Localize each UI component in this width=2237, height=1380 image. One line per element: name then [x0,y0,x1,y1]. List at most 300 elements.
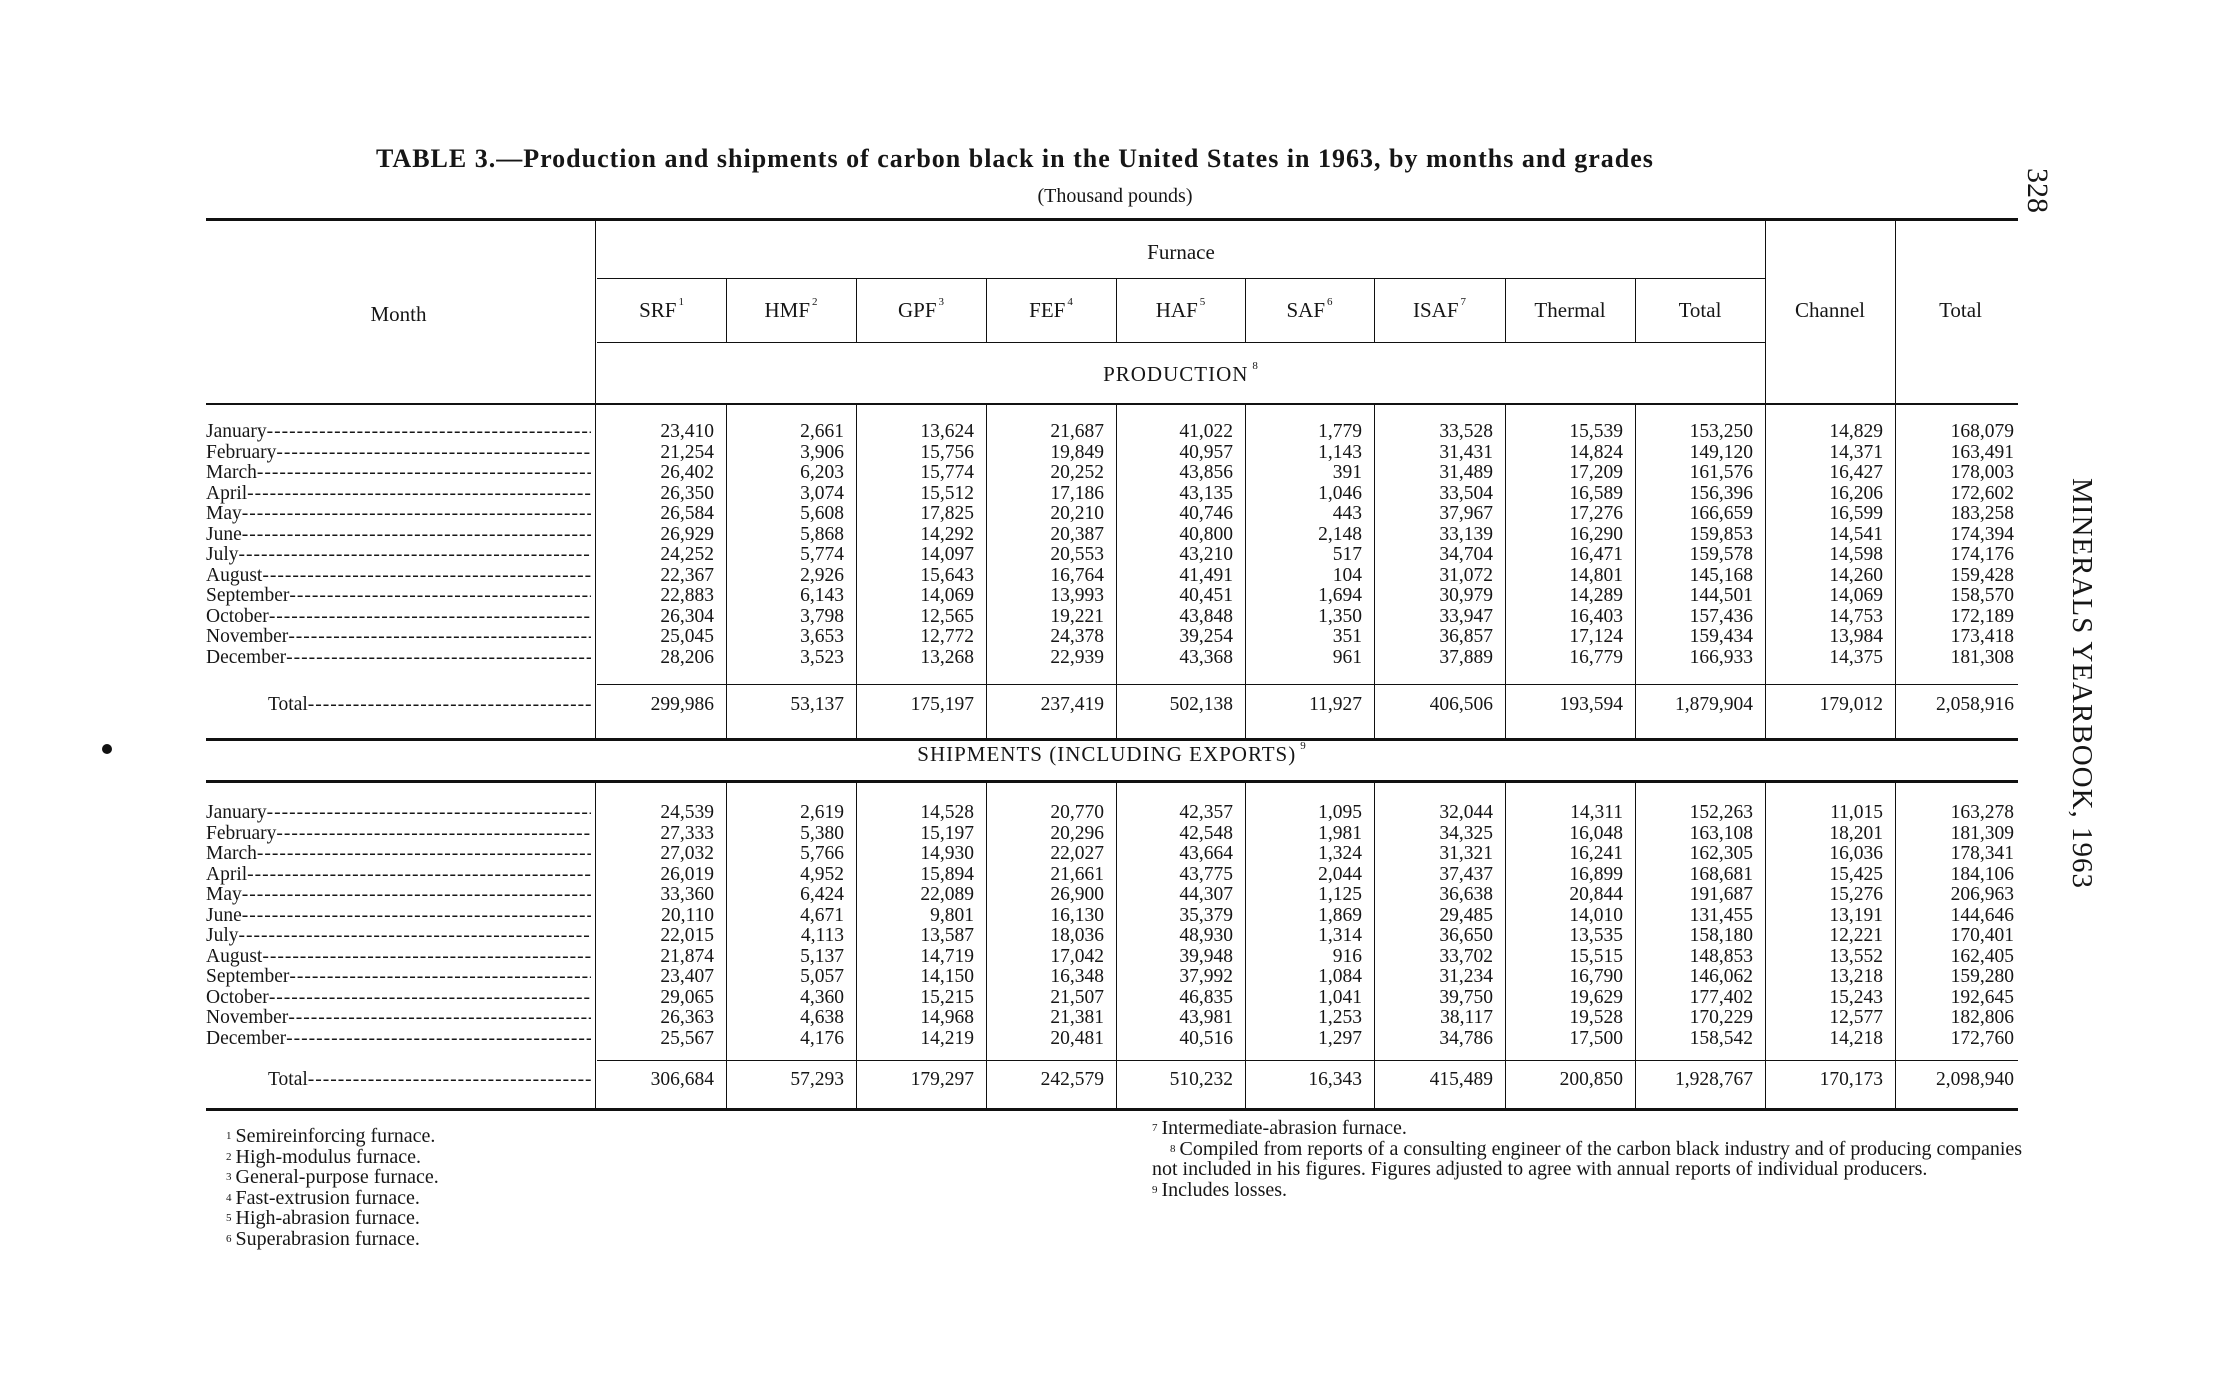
month-label: April [206,483,248,504]
month-cell [206,648,591,669]
column-header-label: FEF [1029,298,1066,322]
value-cell: 156,396 [1689,482,1753,504]
value-cell: 27,032 [660,843,714,864]
month-cell [206,988,591,1009]
value-cell: 1,046 [1318,482,1362,504]
total-label-cell [268,1068,591,1092]
footnote-number: 1 [226,1130,232,1142]
table-row [206,865,2026,886]
total-value-cell: 179,297 [910,1069,974,1090]
table-row [206,607,2026,628]
value-cell: 163,108 [1689,822,1753,844]
value-cell: 17,825 [920,503,974,524]
total-value-cell: 1,928,767 [1675,1069,1753,1090]
footnote-text: Includes losses. [1161,1178,1288,1201]
month-label: October [206,987,269,1008]
value-cell: 13,218 [1829,966,1883,987]
value-cell: 5,057 [800,966,844,987]
value-cell: 28,206 [660,646,714,668]
table-row [206,885,2026,906]
month-label: October [206,606,269,627]
value-cell: 3,906 [800,441,844,463]
column-rule [1895,221,1896,403]
footnote-number: 6 [226,1232,232,1245]
column-header [1374,298,1505,323]
value-cell: 1,779 [1318,421,1362,442]
value-cell: 192,645 [1950,986,2014,1008]
value-cell: 43,775 [1179,863,1233,885]
column-header-label: Thermal [1534,298,1606,322]
value-cell: 20,210 [1050,503,1104,524]
value-cell: 173,418 [1950,626,2014,647]
value-cell: 1,350 [1318,605,1362,627]
column-header [986,298,1116,323]
month-cell [206,947,591,968]
total-label-cell [268,693,591,717]
table-row [206,463,2026,484]
value-cell: 20,110 [661,904,714,926]
value-cell: 16,036 [1829,843,1883,864]
month-label: April [206,864,248,885]
value-cell: 17,186 [1050,482,1104,504]
value-cell: 40,451 [1179,585,1233,606]
footnote-number: 7 [1152,1122,1158,1134]
value-cell: 172,602 [1950,482,2014,504]
production-title [597,362,1765,387]
footnote-text: Semireinforcing furnace. [235,1125,436,1147]
production-note: 8 [1252,360,1259,372]
value-cell: 1,297 [1318,1027,1362,1049]
value-cell: 14,930 [920,843,974,864]
value-cell: 21,687 [1050,421,1104,442]
value-cell: 443 [1332,503,1362,524]
value-cell: 191,687 [1689,884,1753,905]
table-row [206,566,2026,587]
column-header [1245,298,1374,323]
value-cell: 15,215 [920,986,974,1008]
value-cell: 39,254 [1179,626,1233,647]
value-cell: 159,280 [1950,966,2014,987]
month-cell [206,926,591,947]
column-header [1635,298,1765,323]
footnote [226,1126,746,1147]
value-cell: 44,307 [1179,884,1233,905]
month-cell [206,906,591,927]
value-cell: 26,304 [660,605,714,627]
value-cell: 4,360 [800,986,844,1008]
production-rows [206,422,2026,668]
value-cell: 13,191 [1829,904,1883,926]
value-cell: 40,800 [1179,523,1233,545]
column-header-label: SAF [1286,298,1326,322]
value-cell: 15,756 [920,441,974,463]
value-cell: 145,168 [1689,564,1753,586]
value-cell: 26,019 [660,863,714,885]
month-header: Month [370,302,427,326]
column-header-label: HAF [1155,298,1198,322]
value-cell: 21,507 [1050,986,1104,1008]
value-cell: 14,375 [1829,646,1883,668]
value-cell: 9,801 [930,904,974,926]
value-cell: 16,589 [1569,482,1623,504]
table-row [206,824,2026,845]
value-cell: 40,516 [1179,1027,1233,1049]
table-row [206,947,2026,968]
total-value-cell: 200,850 [1559,1069,1623,1090]
value-cell: 22,015 [660,925,714,946]
value-cell: 170,229 [1689,1007,1753,1028]
value-cell: 14,801 [1569,564,1623,586]
value-cell: 26,350 [660,482,714,504]
column-rule [1116,278,1117,342]
value-cell: 34,325 [1439,822,1493,844]
value-cell: 1,041 [1318,986,1362,1008]
total-value-cell: 179,012 [1819,694,1883,715]
value-cell: 15,243 [1829,986,1883,1008]
total-value-cell: 502,138 [1169,694,1233,715]
value-cell: 159,853 [1689,523,1753,545]
value-cell: 43,368 [1179,646,1233,668]
month-label: January [206,803,267,823]
table-subtitle: (Thousand pounds) [1037,185,1193,207]
section-top-rule [206,738,2018,741]
value-cell: 14,260 [1829,564,1883,586]
value-cell: 33,947 [1439,605,1493,627]
value-cell: 159,428 [1950,564,2014,586]
column-header-label: SRF [639,298,677,322]
value-cell: 20,296 [1050,822,1104,844]
total-value-cell: 415,489 [1429,1069,1493,1090]
value-cell: 16,206 [1829,482,1883,504]
total-value-cell: 299,986 [650,694,714,715]
value-cell: 20,770 [1050,802,1104,823]
column-header-label: ISAF [1412,298,1459,322]
production-header-rule [206,403,2018,405]
footnote-number: 8 [1170,1142,1176,1155]
value-cell: 158,542 [1689,1027,1753,1049]
value-cell: 11,015 [1830,802,1883,823]
month-label: December [206,647,287,668]
table-row [206,545,2026,566]
value-cell: 182,806 [1950,1007,2014,1028]
column-rule [726,278,727,342]
value-cell: 170,401 [1950,925,2014,946]
value-cell: 131,455 [1689,904,1753,926]
value-cell: 33,360 [660,884,714,905]
value-cell: 22,939 [1050,646,1104,668]
value-cell: 42,548 [1179,822,1233,844]
table-top-rule [206,218,2018,221]
value-cell: 16,471 [1569,544,1623,565]
total-label: Total [268,694,308,715]
value-cell: 174,176 [1950,544,2014,565]
month-label: August [206,946,263,967]
value-cell: 31,431 [1439,441,1493,463]
column-rule [1505,278,1506,342]
month-label: November [206,1008,289,1028]
shipments-total-row [206,1068,2026,1092]
column-header-note: 3 [938,296,945,308]
value-cell: 37,437 [1439,863,1493,885]
footnote [1152,1180,2032,1201]
value-cell: 40,957 [1179,441,1233,463]
column-rule [1245,278,1246,342]
table-row [206,844,2026,865]
value-cell: 20,252 [1050,462,1104,483]
value-cell: 4,952 [800,863,844,885]
value-cell: 36,638 [1439,884,1493,905]
value-cell: 41,491 [1179,564,1233,586]
month-cell [206,422,591,443]
value-cell: 17,042 [1050,945,1104,967]
value-cell: 27,333 [660,822,714,844]
value-cell: 158,570 [1950,585,2014,606]
value-cell: 391 [1332,462,1362,483]
value-cell: 34,704 [1439,544,1493,565]
value-cell: 22,089 [920,884,974,905]
value-cell: 1,253 [1318,1007,1362,1028]
value-cell: 35,379 [1179,904,1233,926]
value-cell: 15,774 [920,462,974,483]
value-cell: 17,124 [1569,626,1623,647]
value-cell: 16,779 [1569,646,1623,668]
month-label: July [206,545,239,565]
footnote-number: 5 [226,1212,232,1224]
table-row [206,967,2026,988]
value-cell: 163,491 [1950,441,2014,463]
value-cell: 31,072 [1439,564,1493,586]
value-cell: 33,702 [1439,945,1493,967]
column-header-rule [597,342,1765,343]
value-cell: 29,485 [1439,904,1493,926]
value-cell: 15,276 [1829,884,1883,905]
column-header [1895,298,2026,323]
value-cell: 15,425 [1829,863,1883,885]
month-cell [206,463,591,484]
value-cell: 14,289 [1569,585,1623,606]
footnote [226,1229,746,1250]
column-header-note: 2 [812,296,818,308]
total-value-cell: 170,173 [1819,1069,1883,1090]
value-cell: 14,010 [1569,904,1623,926]
footnote-text: High-abrasion furnace. [235,1207,420,1229]
value-cell: 3,653 [800,626,844,647]
value-cell: 6,424 [800,884,844,905]
value-cell: 162,405 [1950,945,2014,967]
footnote-number: 3 [226,1171,232,1183]
value-cell: 26,584 [660,503,714,524]
table-row [206,648,2026,669]
value-cell: 15,539 [1569,421,1623,442]
value-cell: 31,489 [1439,462,1493,483]
table-row [206,803,2026,824]
value-cell: 33,528 [1439,421,1493,442]
value-cell: 21,661 [1050,863,1104,885]
column-header-note: 7 [1460,296,1467,308]
table-row [206,988,2026,1009]
value-cell: 14,069 [920,585,974,606]
month-label: March [206,463,257,483]
value-cell: 31,234 [1439,966,1493,987]
value-cell: 2,619 [800,802,844,823]
value-cell: 178,003 [1950,462,2014,483]
value-cell: 22,367 [660,564,714,586]
value-cell: 43,135 [1179,482,1233,504]
value-cell: 38,117 [1440,1007,1493,1028]
column-header [1116,298,1245,323]
footnotes-left [226,1126,746,1249]
month-cell [206,443,591,464]
value-cell: 2,661 [800,421,844,442]
shipments-note: 9 [1300,740,1307,752]
total-label: Total [268,1069,308,1090]
value-cell: 19,629 [1569,986,1623,1008]
value-cell: 172,189 [1950,605,2014,627]
value-cell: 15,515 [1569,945,1623,967]
value-cell: 5,608 [800,503,844,524]
value-cell: 163,278 [1950,802,2014,823]
table-bottom-rule [206,1108,2018,1111]
value-cell: 26,900 [1050,884,1104,905]
value-cell: 42,357 [1179,802,1233,823]
value-cell: 14,097 [920,544,974,565]
value-cell: 22,883 [660,585,714,606]
month-cell [206,1029,591,1050]
month-label: February [206,823,277,844]
column-header [1505,298,1635,323]
month-cell [206,885,591,906]
month-cell [206,607,591,628]
production-total-row [206,693,2026,717]
column-rule [1635,278,1636,342]
value-cell: 14,968 [920,1007,974,1028]
value-cell: 33,504 [1439,482,1493,504]
value-cell: 517 [1332,544,1362,565]
table-row [206,627,2026,648]
value-cell: 12,565 [920,605,974,627]
month-cell [206,803,591,824]
running-head: MINERALS YEARBOOK, 1963 [2066,478,2098,890]
month-cell [206,1008,591,1029]
value-cell: 37,992 [1179,966,1233,987]
value-cell: 144,646 [1950,904,2014,926]
value-cell: 184,106 [1950,863,2014,885]
month-label: September [206,967,290,987]
table-row [206,525,2026,546]
value-cell: 48,930 [1179,925,1233,946]
value-cell: 13,624 [920,421,974,442]
month-cell [206,844,591,865]
value-cell: 16,403 [1569,605,1623,627]
value-cell: 37,967 [1439,503,1493,524]
value-cell: 2,926 [800,564,844,586]
value-cell: 30,979 [1439,585,1493,606]
value-cell: 12,772 [920,626,974,647]
value-cell: 16,048 [1569,822,1623,844]
value-cell: 24,378 [1050,626,1104,647]
total-value-cell: 510,232 [1169,1069,1233,1090]
month-label: July [206,926,239,946]
value-cell: 26,929 [660,523,714,545]
value-cell: 177,402 [1689,986,1753,1008]
value-cell: 5,380 [800,822,844,844]
value-cell: 153,250 [1689,421,1753,442]
value-cell: 33,139 [1439,523,1493,545]
column-header-note: 6 [1327,296,1333,308]
total-value-cell: 57,293 [790,1069,844,1090]
value-cell: 17,209 [1569,462,1623,483]
value-cell: 104 [1332,564,1362,586]
column-header-label: Total [1939,298,1982,322]
value-cell: 21,381 [1050,1007,1104,1028]
total-value-cell: 242,579 [1040,1069,1104,1090]
column-header-note: 5 [1199,296,1206,308]
value-cell: 5,137 [800,945,844,967]
column-rule [1374,278,1375,342]
month-label: June [206,905,242,926]
value-cell: 43,210 [1179,544,1233,565]
value-cell: 14,218 [1829,1027,1883,1049]
value-cell: 17,500 [1569,1027,1623,1049]
value-cell: 148,853 [1689,945,1753,967]
value-cell: 37,889 [1439,646,1493,668]
value-cell: 916 [1332,945,1362,967]
value-cell: 16,790 [1569,966,1623,987]
table-row [206,1008,2026,1029]
total-value-cell: 2,098,940 [1936,1069,2014,1090]
footnote-number: 2 [226,1150,232,1163]
margin-dot [102,744,112,754]
month-label: June [206,524,242,545]
value-cell: 166,933 [1689,646,1753,668]
value-cell: 13,993 [1050,585,1104,606]
value-cell: 178,341 [1950,843,2014,864]
footnote [1152,1118,2032,1139]
value-cell: 12,577 [1829,1007,1883,1028]
value-cell: 13,268 [920,646,974,668]
value-cell: 18,201 [1829,822,1883,844]
value-cell: 16,427 [1829,462,1883,483]
footnote-text: Compiled from reports of a consulting engineer of the carbon black industry and of producing companies not included in his figures. Figures adjusted to agree with annual reports of individual producers. [1152,1137,2023,1180]
page-number: 328 [2021,168,2054,213]
column-header [597,298,726,323]
value-cell: 24,252 [660,544,714,565]
value-cell: 1,095 [1318,802,1362,823]
value-cell: 14,371 [1829,441,1883,463]
value-cell: 39,948 [1179,945,1233,967]
value-cell: 2,148 [1318,523,1362,545]
value-cell: 14,292 [920,523,974,545]
value-cell: 206,963 [1950,884,2014,905]
value-cell: 32,044 [1439,802,1493,823]
value-cell: 34,786 [1439,1027,1493,1049]
table-row [206,906,2026,927]
value-cell: 159,578 [1689,544,1753,565]
column-header-note: 4 [1067,296,1073,308]
value-cell: 1,125 [1318,884,1362,905]
column-header [1765,298,1895,323]
total-value-cell: 406,506 [1429,694,1493,715]
value-cell: 22,027 [1050,843,1104,864]
value-cell: 21,874 [660,945,714,967]
total-value-cell: 11,927 [1309,694,1362,715]
footnote-text: High-modulus furnace. [235,1145,422,1168]
footnote [1152,1139,2032,1180]
value-cell: 14,719 [920,945,974,967]
value-cell: 183,258 [1950,503,2014,524]
value-cell: 16,290 [1569,523,1623,545]
value-cell: 25,045 [660,626,714,647]
